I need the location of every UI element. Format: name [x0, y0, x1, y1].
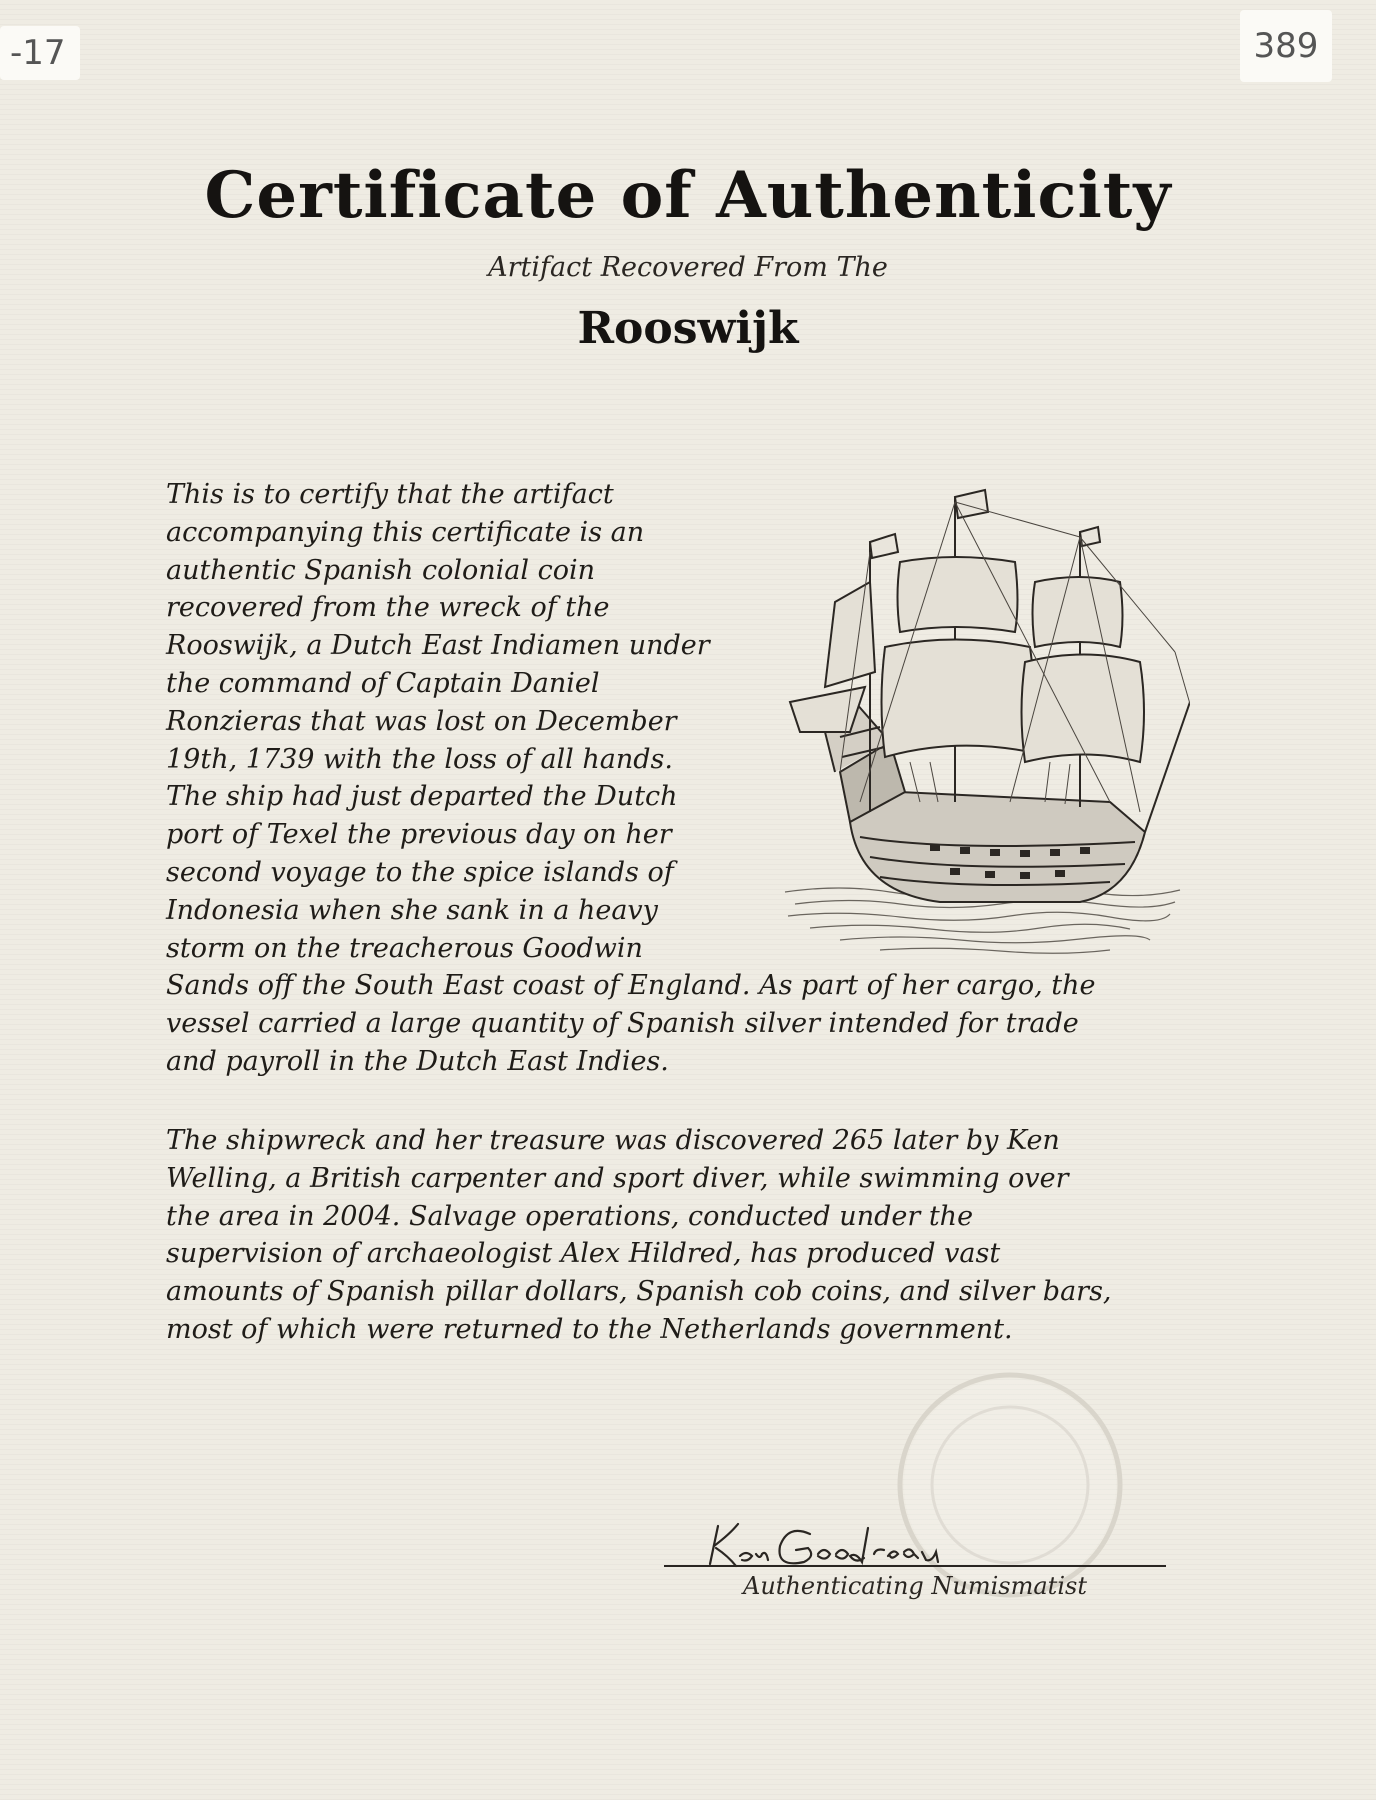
paragraph-line: This is to certify that the artifact [166, 479, 614, 510]
certificate-paragraph-2 [166, 1122, 1112, 1349]
signature-icon [700, 1516, 1040, 1576]
paragraph-line: recovered from the wreck of the [166, 592, 610, 624]
paragraph-line: accompanying this certificate is an [166, 516, 645, 548]
paragraph-line: 19th, 1739 with the loss of all hands. [166, 743, 673, 775]
paragraph-line: Welling, a British carpenter and sport diver, while swimming over [166, 1162, 1069, 1194]
ship-name: Rooswijk [577, 303, 799, 354]
paragraph-line: port of Texel the previous day on her [166, 819, 672, 851]
certificate-subtitle: Artifact Recovered From The [488, 252, 888, 283]
corner-note-left: -17 [0, 26, 80, 80]
paragraph-line: The ship had just departed the Dutch [166, 781, 678, 813]
certificate-title: Certificate of Authenticity [204, 158, 1172, 233]
paragraph-line: The shipwreck and her treasure was discovered 265 later by Ken [166, 1125, 1060, 1156]
paragraph-line: Indonesia when she sank in a heavy [166, 894, 658, 926]
paragraph-line: most of which were returned to the Netherlands government. [166, 1313, 1013, 1345]
paragraph-line: storm on the treacherous Goodwin [166, 932, 643, 964]
certificate-paragraph-1 [166, 476, 1095, 1081]
signature-caption: Authenticating Numismatist [743, 1572, 1087, 1600]
paragraph-line: and payroll in the Dutch East Indies. [166, 1045, 669, 1077]
paragraph-line: the command of Captain Daniel [166, 667, 600, 699]
paragraph-line: vessel carried a large quantity of Spanish silver intended for trade [166, 1008, 1079, 1040]
paragraph-line: amounts of Spanish pillar dollars, Spanish cob coins, and silver bars, [166, 1276, 1112, 1308]
paragraph-line: Rooswijk, a Dutch East Indiamen under [166, 630, 710, 662]
corner-note-right: 389 [1240, 10, 1332, 82]
paragraph-line: authentic Spanish colonial coin [166, 554, 596, 586]
paragraph-line: supervision of archaeologist Alex Hildred, has produced vast [166, 1238, 1001, 1270]
paragraph-line: Sands off the South East coast of England. As part of her cargo, the [166, 970, 1096, 1002]
paragraph-line: second voyage to the spice islands of [166, 856, 674, 888]
paragraph-line: the area in 2004. Salvage operations, conducted under the [166, 1200, 974, 1232]
signature-line [664, 1565, 1166, 1567]
paragraph-line: Ronzieras that was lost on December [166, 705, 677, 737]
